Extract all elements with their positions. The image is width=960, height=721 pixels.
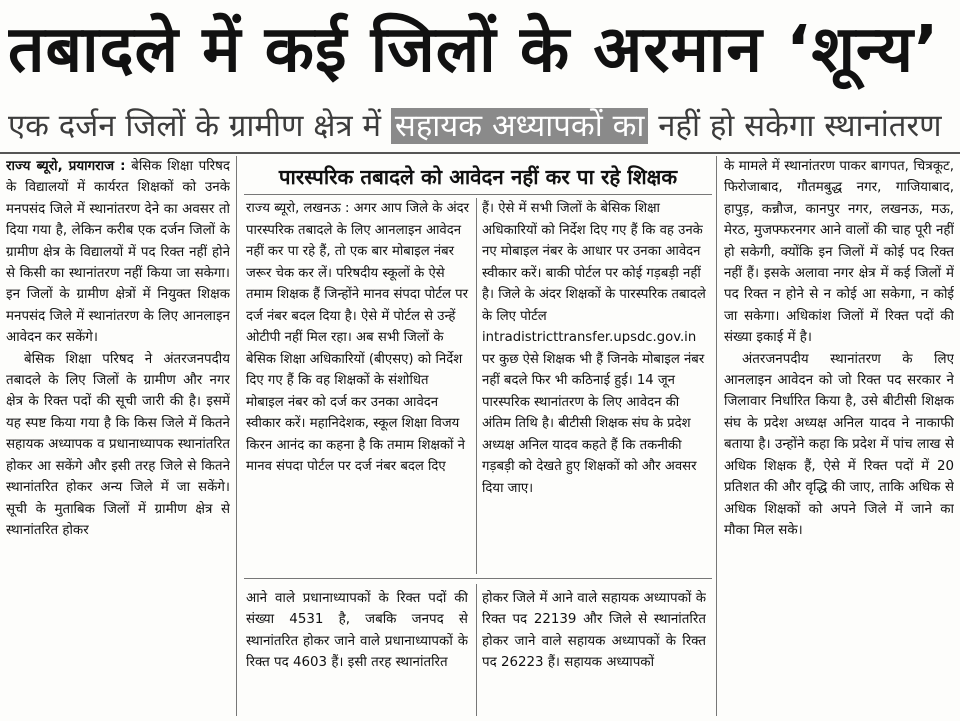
subheadline-before: एक दर्जन जिलों के ग्रामीण क्षेत्र में [8, 108, 391, 144]
box-story-left: राज्य ब्यूरो, लखनऊ : अगर आप जिले के अंदर पारस्परिक तबादले के लिए आनलाइन आवेदन नहीं कर पा रहे हैं, तो एक बार मोबाइल नंबर जरूर चेक कर लें। परिषदीय स्कूलों के ऐसे तमाम शिक्षक हैं जिन्होंने मानव संपदा पोर्टल पर दर्ज नंबर बदल दिया है। ऐसे में पोर्टल से उन्हें ओटीपी नहीं मिल रहा। अब सभी जिलों के बेसिक शिक्षा अधिकारियों (बीएसए) को निर्देश दिए गए हैं कि वह शिक्षकों के संशोधित मोबाइल नंबर को दर्ज कर उनका आवेदन स्वीकार करें। महानिदेशक, स्कूल शिक्षा विजय किरन आनंद का कहना है कि तमाम शिक्षकों ने मानव संपदा पोर्टल पर दर्ज नंबर बदल दिए [246, 201, 470, 474]
subheadline [8, 100, 952, 152]
column-divider-3 [716, 156, 717, 716]
col4-para-1: के मामले में स्थानांतरण पाकर बागपत, चित्रकूट, फिरोजाबाद, गौतमबुद्ध नगर, गाजियाबाद, हापुड़, कन्नौज, कानपुर नगर, लखनऊ, मऊ, मेरठ, मुजफ्फरनगर आने वालों की चाह पूरी नहीं हो सकेगी, क्योंकि इन जिलों में कोई पद रिक्त नहीं हैं। इसके अलावा नगर क्षेत्र में कई जिलों में पद रिक्त न होने से न कोई आ सकेगा, न कोई जा सकेगा। अधिकांश जिलों में रिक्त पदों की संख्या इकाई में है। [724, 159, 954, 346]
headline: तबादले में कई जिलों के अरमान ‘शून्य’ [8, 13, 940, 87]
col1-para-2: बेसिक शिक्षा परिषद ने अंतरजनपदीय तबादले के लिए जिलों के ग्रामीण और नगर क्षेत्र के रिक्त पदों की सूची जारी की है। इसमें यह स्पष्ट किया गया है कि किस जिले में कितने सहायक अध्यापक व प्रधानाध्यापक स्थानांतरित होकर आ सकेंगे और इसी तरह जिले से कितने स्थानांतरित होकर अन्य जिले में जा सकेंगे। सूची के मुताबिक जिलों में ग्रामीण क्षेत्र से स्थानांतरित होकर [6, 351, 230, 538]
box-story-title: पारस्परिक तबादले को आवेदन नहीं कर पा रहे शिक्षक [278, 165, 678, 189]
column-divider-1 [236, 156, 237, 716]
column-1 [6, 156, 230, 716]
column-3-bottom: होकर जिले में आने वाले सहायक अध्यापकों के रिक्त पद 22139 और जिले से स्थानांतरित होकर जाने वाले सहायक अध्यापकों के रिक्त पद 26223 हैं। सहायक अध्यापकों [482, 591, 706, 671]
box-title-rule [244, 194, 712, 195]
box-bottom-rule [244, 578, 712, 579]
col4-para-2: अंतरजनपदीय स्थानांतरण के लिए आनलाइन आवेदन को जो रिक्त पद सरकार ने जिलावार निर्धारित किया है, उसे बीटीसी शिक्षक संघ के प्रदेश अध्यक्ष अनिल यादव ने नाकाफी बताया है। उन्होंने कहा कि प्रदेश में पांच लाख से अधिक शिक्षक हैं, ऐसे में रिक्त पदों में 20 प्रतिशत की और वृद्धि की जाए, ताकि अधिक से अधिक शिक्षकों को अपने जिले में जाने का मौका मिल सके। [724, 351, 954, 538]
column-2-bottom: आने वाले प्रधानाध्यापकों के रिक्त पदों की संख्या 4531 है, जबकि जनपद से स्थानांतरित होकर जाने वाले प्रधानाध्यापकों के रिक्त पद 4603 हैं। इसी तरह स्थानांतरित [246, 591, 468, 671]
subheadline-highlight: सहायक अध्यापकों का [391, 108, 649, 144]
box-inner-divider [476, 198, 477, 574]
col1-text-1: बेसिक शिक्षा परिषद के विद्यालयों में कार्यरत शिक्षकों को उनके मनपसंद जिले में स्थानांतरण देने का अवसर तो दिया गया है, लेकिन करीब एक दर्जन जिलों के ग्रामीण क्षेत्र के विद्यालयों में पद रिक्त नहीं होने से किसी का स्थानांतरण नहीं किया जा सकेगा। इन जिलों के ग्रामीण क्षेत्रों में नियुक्त शिक्षक मनपसंद जिले में स्थानांतरण के लिए आनलाइन आवेदन कर सकेंगे। [6, 159, 230, 346]
dateline-prayagraj: राज्य ब्यूरो, प्रयागराज : [6, 159, 126, 174]
column-divider-2 [476, 584, 477, 716]
top-rule [0, 152, 960, 154]
column-4 [724, 156, 954, 716]
subheadline-after: नहीं हो सकेगा स्थानांतरण [648, 108, 942, 144]
col1-para-1 [6, 156, 230, 349]
box-story-right: हैं। ऐसे में सभी जिलों के बेसिक शिक्षा अधिकारियों को निर्देश दिए गए हैं कि वह उनके नए मोबाइल नंबर के आधार पर उनका आवेदन स्वीकार करें। बाकी पोर्टल पर कोई गड़बड़ी नहीं है। जिले के अंदर शिक्षकों के पारस्परिक तबादले के लिए पोर्टल intradistricttransfer.upsdc.gov.in पर कुछ ऐसे शिक्षक भी हैं जिनके मोबाइल नंबर नहीं बदले फिर भी कठिनाई हुई। 14 जून पारस्परिक स्थानांतरण के लिए आवेदन की अंतिम तिथि है। बीटीसी शिक्षक संघ के प्रदेश अध्यक्ष अनिल यादव कहते हैं कि तकनीकी गड़बड़ी को देखते हुए शिक्षकों को और अवसर दिया जाए। [482, 201, 706, 496]
